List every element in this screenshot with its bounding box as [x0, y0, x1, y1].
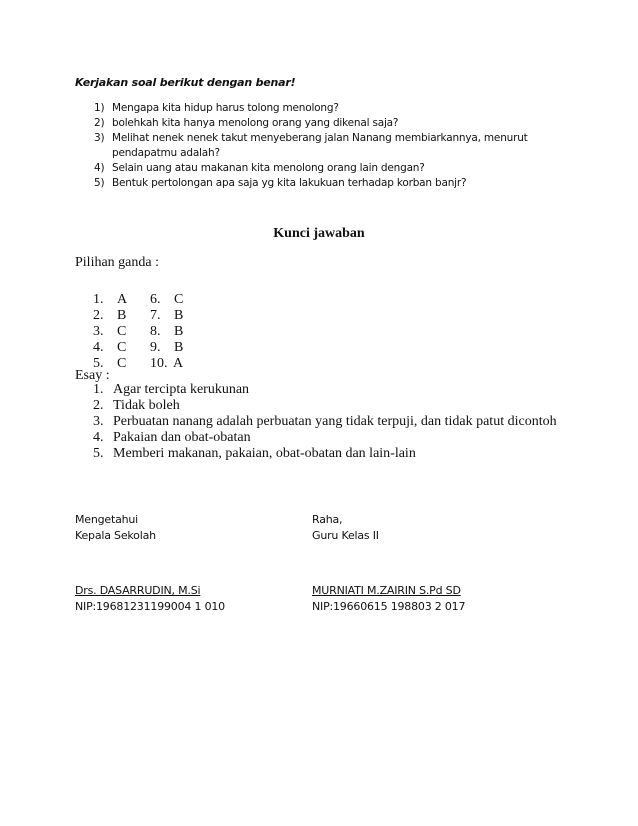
answer-value: C [117, 324, 127, 339]
essay-text: Tidak boleh [113, 398, 180, 413]
essay-answer-list [93, 382, 573, 462]
signatory-left [75, 583, 225, 615]
answer-number: 8. [150, 324, 161, 339]
signature-right-line2: Guru Kelas II [312, 529, 379, 542]
signature-right-line1: Raha, [312, 513, 343, 526]
essay-number: 5. [93, 446, 104, 461]
signatory-right [312, 583, 465, 615]
essay-number: 1. [93, 382, 104, 397]
question-number: 4) [94, 162, 105, 174]
answer-key-title: Kunci jawaban [273, 226, 365, 241]
essay-text: Memberi makanan, pakaian, obat-obatan dan lain-lain [113, 446, 416, 461]
question-text: Bentuk pertolongan apa saja yg kita lakukuan terhadap korban banjr? [112, 177, 467, 189]
answer-number: 7. [150, 308, 161, 323]
essay-text: Pakaian dan obat-obatan [113, 430, 251, 445]
answer-number: 6. [150, 292, 161, 307]
question-item [94, 101, 564, 116]
question-text: Selain uang atau makanan kita menolong orang lain dengan? [112, 162, 425, 174]
answer-value: B [174, 340, 184, 355]
essay-answer-item [93, 398, 573, 414]
question-number: 5) [94, 177, 105, 189]
answer-value: C [174, 292, 184, 307]
signatory-right-nip: NIP:19660615 198803 2 017 [312, 600, 466, 613]
question-item [94, 161, 564, 176]
answer-number: 4. [93, 340, 104, 355]
answer-row [93, 324, 127, 340]
answer-number: 9. [150, 340, 161, 355]
answer-number: 5. [93, 356, 104, 371]
question-text: bolehkah kita hanya menolong orang yang dikenal saja? [112, 117, 399, 129]
question-item [94, 116, 564, 131]
signatory-right-name: MURNIATI M.ZAIRIN S.Pd SD [312, 584, 461, 597]
answer-value: C [117, 356, 127, 371]
answer-value: B [117, 308, 127, 323]
question-text: Melihat nenek nenek takut menyeberang jalan Nanang membiarkannya, menurut pendapatmu adalah? [112, 132, 528, 159]
multiple-choice-left-column [93, 292, 127, 372]
multiple-choice-right-column [150, 292, 183, 372]
essay-label: Esay : [75, 368, 110, 383]
answer-number: 3. [93, 324, 104, 339]
question-item [94, 131, 564, 161]
question-list [94, 101, 564, 191]
answer-value: B [174, 308, 184, 323]
signatory-left-name: Drs. DASARRUDIN, M.Si [75, 584, 201, 597]
answer-row [93, 292, 127, 308]
question-number: 3) [94, 132, 105, 144]
answer-value: B [174, 324, 184, 339]
answer-value: C [117, 340, 127, 355]
signature-block-left [75, 512, 156, 544]
essay-number: 2. [93, 398, 104, 413]
answer-number: 2. [93, 308, 104, 323]
multiple-choice-label: Pilihan ganda : [75, 255, 159, 270]
essay-answer-item [93, 414, 573, 430]
answer-row [93, 308, 127, 324]
essay-number: 3. [93, 414, 104, 429]
signature-left-line2: Kepala Sekolah [75, 529, 156, 542]
answer-row [150, 340, 183, 356]
answer-number: 10. [150, 356, 168, 371]
answer-row [150, 356, 183, 372]
essay-answer-item [93, 430, 573, 446]
answer-row [150, 324, 183, 340]
essay-answer-item [93, 446, 573, 462]
answer-number: 1. [93, 292, 104, 307]
answer-row [150, 292, 183, 308]
answer-value: A [173, 356, 184, 371]
answer-row [93, 340, 127, 356]
essay-text: Perbuatan nanang adalah perbuatan yang tidak terpuji, dan tidak patut dicontoh [113, 414, 557, 429]
question-number: 1) [94, 102, 105, 114]
answer-row [150, 308, 183, 324]
signature-block-right [312, 512, 379, 544]
signatory-left-nip: NIP:19681231199004 1 010 [75, 600, 225, 613]
essay-number: 4. [93, 430, 104, 445]
answer-value: A [117, 292, 128, 307]
question-item [94, 176, 564, 191]
essay-answer-item [93, 382, 573, 398]
essay-text: Agar tercipta kerukunan [113, 382, 250, 397]
question-number: 2) [94, 117, 105, 129]
question-text: Mengapa kita hidup harus tolong menolong? [112, 102, 339, 114]
instruction-heading: Kerjakan soal berikut dengan benar! [75, 76, 296, 89]
signature-left-line1: Mengetahui [75, 513, 139, 526]
